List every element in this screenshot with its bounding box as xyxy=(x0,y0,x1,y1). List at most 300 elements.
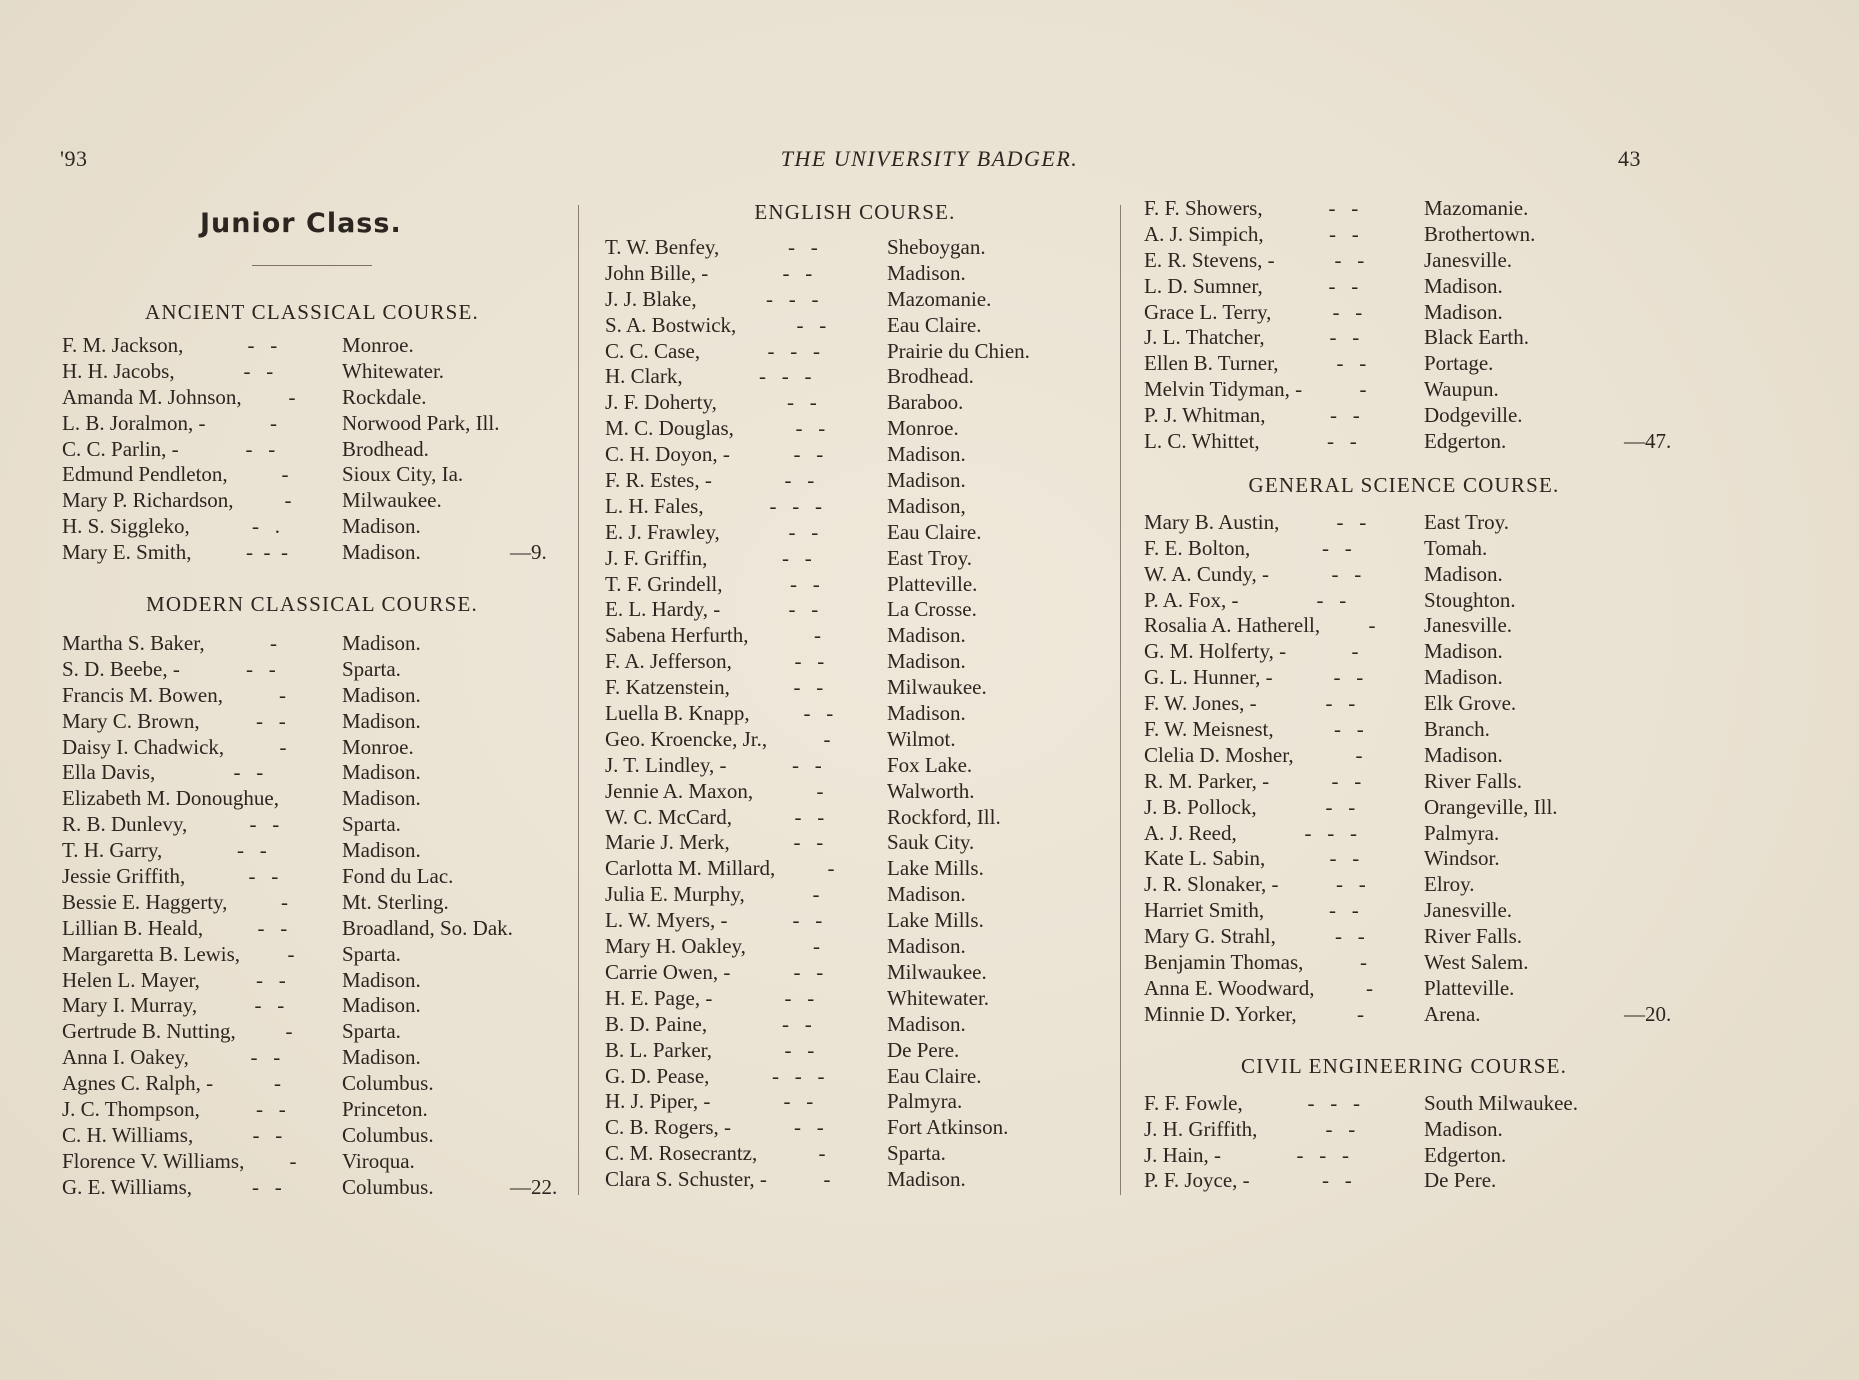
course-total: —22. xyxy=(510,1174,558,1199)
student-row xyxy=(605,546,1105,572)
student-hometown: Dodgeville. xyxy=(1424,403,1523,428)
student-row xyxy=(62,385,562,411)
leader-dashes: - xyxy=(827,856,835,881)
leader-dashes: - - xyxy=(782,545,812,570)
student-hometown: Elk Grove. xyxy=(1424,691,1517,716)
student-row xyxy=(62,916,562,942)
student-hometown: Sheboygan. xyxy=(887,235,986,259)
student-row xyxy=(1144,795,1664,821)
student-hometown: Madison. xyxy=(342,514,421,539)
student-row xyxy=(605,1167,1105,1193)
student-row xyxy=(62,890,562,916)
student-hometown: Madison. xyxy=(1424,639,1503,664)
student-row xyxy=(1144,1117,1664,1143)
student-name: Mary I. Murray, xyxy=(62,993,198,1018)
general-science-heading: GENERAL SCIENCE COURSE. xyxy=(1248,472,1560,497)
student-row xyxy=(605,805,1105,831)
student-hometown: Lake Mills. xyxy=(887,908,984,933)
student-hometown: Tomah. xyxy=(1424,535,1488,560)
student-row xyxy=(605,572,1105,598)
leader-dashes: - xyxy=(281,889,288,914)
student-row xyxy=(605,649,1105,675)
leader-dashes: - - xyxy=(256,967,286,992)
student-name: S. D. Beebe, - xyxy=(62,656,180,681)
student-name: P. F. Joyce, - xyxy=(1144,1168,1250,1193)
student-row xyxy=(1144,325,1664,351)
student-name: L. B. Joralmon, - xyxy=(62,410,206,435)
student-hometown: East Troy. xyxy=(1424,509,1509,534)
leader-dashes: - xyxy=(1366,975,1373,1000)
student-row xyxy=(605,287,1105,313)
student-row xyxy=(605,908,1105,934)
student-name: John Bille, - xyxy=(605,260,709,285)
student-name: Florence V. Williams, xyxy=(62,1148,245,1173)
student-row xyxy=(605,960,1105,986)
student-name: J. F. Griffin, xyxy=(605,545,708,570)
leader-dashes: - - xyxy=(787,390,817,415)
student-name: B. D. Paine, xyxy=(605,1011,708,1036)
student-name: L. D. Sumner, xyxy=(1144,273,1263,298)
student-name: C. M. Rosecrantz, xyxy=(605,1141,758,1166)
student-hometown: Madison. xyxy=(342,838,421,863)
student-hometown: Palmyra. xyxy=(1424,820,1500,845)
student-hometown: Waupun. xyxy=(1424,377,1499,402)
student-hometown: Viroqua. xyxy=(342,1148,415,1173)
student-name: J. Hain, - xyxy=(1144,1142,1221,1167)
leader-dashes: - xyxy=(818,1141,826,1166)
student-row xyxy=(62,488,562,514)
leader-dashes: - - xyxy=(256,708,286,733)
student-hometown: Sparta. xyxy=(342,1019,401,1044)
student-hometown: Columbus. xyxy=(342,1071,434,1096)
student-name: Geo. Kroencke, Jr., xyxy=(605,726,768,751)
student-row xyxy=(62,968,562,994)
student-name: W. A. Cundy, - xyxy=(1144,561,1270,586)
student-hometown: West Salem. xyxy=(1424,950,1529,975)
leader-dashes: - - xyxy=(1328,196,1359,220)
student-hometown: River Falls. xyxy=(1424,924,1522,949)
student-hometown: Portage. xyxy=(1424,351,1494,376)
student-name: H. J. Piper, - xyxy=(605,1089,711,1114)
student-hometown: East Troy. xyxy=(887,545,972,570)
student-name: A. J. Reed, xyxy=(1144,820,1237,845)
student-hometown: Sparta. xyxy=(342,656,401,681)
student-name: H. H. Jacobs, xyxy=(62,358,175,383)
student-hometown: Edgerton. xyxy=(1424,429,1507,454)
student-hometown: Baraboo. xyxy=(887,390,964,415)
leader-dashes: - - xyxy=(795,416,826,441)
student-hometown: Sparta. xyxy=(342,941,401,966)
student-row xyxy=(605,986,1105,1012)
student-name: F. R. Estes, - xyxy=(605,468,712,493)
student-name: F. F. Fowle, xyxy=(1144,1090,1243,1115)
student-row xyxy=(1144,665,1664,691)
student-hometown: Janesville. xyxy=(1424,247,1513,272)
general-science-list xyxy=(1144,509,1672,1028)
student-row xyxy=(1144,613,1664,639)
student-hometown: Madison. xyxy=(342,786,421,811)
student-row xyxy=(605,468,1105,494)
student-hometown: Broadland, So. Dak. xyxy=(342,915,513,940)
student-hometown: Monroe. xyxy=(887,416,959,441)
student-row xyxy=(62,864,562,890)
student-row xyxy=(605,701,1105,727)
student-hometown: Brodhead. xyxy=(342,436,429,461)
student-name: H. E. Page, - xyxy=(605,985,713,1010)
leader-dashes: - - - xyxy=(246,540,288,565)
leader-dashes: - xyxy=(1355,742,1363,767)
english-course-list-continued xyxy=(1144,196,1672,455)
column-divider-right xyxy=(1120,205,1121,1195)
student-name: F. W. Jones, - xyxy=(1144,691,1257,716)
student-name: Daisy I. Chadwick, xyxy=(62,734,225,759)
student-hometown: Madison. xyxy=(342,1045,421,1070)
student-row xyxy=(1144,769,1664,795)
student-name: Clara S. Schuster, - xyxy=(605,1167,767,1192)
student-hometown: Mt. Sterling. xyxy=(342,889,449,914)
leader-dashes: - xyxy=(1351,639,1359,664)
leader-dashes: - - xyxy=(250,1045,281,1070)
leader-dashes: - - xyxy=(246,656,276,681)
student-row xyxy=(62,437,562,463)
student-row xyxy=(1144,1091,1664,1117)
student-name: M. C. Douglas, xyxy=(605,416,734,441)
leader-dashes: - - xyxy=(794,1115,824,1140)
student-hometown: Madison. xyxy=(1424,299,1503,324)
student-row xyxy=(62,942,562,968)
student-name: J. H. Griffith, xyxy=(1144,1116,1258,1141)
student-hometown: Lake Mills. xyxy=(887,856,984,881)
student-name: H. S. Siggleko, xyxy=(62,514,190,539)
student-name: C. H. Williams, xyxy=(62,1122,194,1147)
student-name: Jennie A. Maxon, xyxy=(605,778,754,803)
student-row xyxy=(605,390,1105,416)
student-row xyxy=(62,735,562,761)
student-hometown: Madison. xyxy=(887,1011,966,1036)
student-name: Margaretta B. Lewis, xyxy=(62,941,241,966)
student-hometown: Madison. xyxy=(887,623,966,648)
student-row xyxy=(62,709,562,735)
student-hometown: River Falls. xyxy=(1424,768,1522,793)
student-hometown: Madison. xyxy=(887,934,966,959)
leader-dashes: - - xyxy=(233,760,264,785)
student-name: Anna E. Woodward, xyxy=(1144,975,1315,1000)
student-name: Helen L. Mayer, xyxy=(62,967,200,992)
student-name: A. J. Simpich, xyxy=(1144,221,1264,246)
student-name: Marie J. Merk, xyxy=(605,830,730,855)
student-name: Lillian B. Heald, xyxy=(62,915,204,940)
student-name: Mary B. Austin, xyxy=(1144,509,1280,534)
student-hometown: Eau Claire. xyxy=(887,312,982,337)
leader-dashes: - xyxy=(823,726,831,751)
leader-dashes: - - xyxy=(1327,429,1357,454)
student-row xyxy=(1144,222,1664,248)
student-hometown: Rockdale. xyxy=(342,384,427,409)
leader-dashes: - - xyxy=(794,649,825,674)
student-row xyxy=(1144,950,1664,976)
leader-dashes: - - xyxy=(793,442,824,467)
student-name: Mary P. Richardson, xyxy=(62,488,234,513)
student-hometown: Whitewater. xyxy=(342,358,445,383)
student-name: Sabena Herfurth, xyxy=(605,623,749,648)
student-name: J. R. Slonaker, - xyxy=(1144,872,1279,897)
leader-dashes: - xyxy=(1368,613,1376,638)
student-row xyxy=(605,830,1105,856)
student-name: J. B. Pollock, xyxy=(1144,794,1257,819)
student-name: F. F. Showers, xyxy=(1144,196,1263,220)
student-hometown: Brothertown. xyxy=(1424,221,1536,246)
student-hometown: Madison. xyxy=(887,468,966,493)
leader-dashes: - - xyxy=(792,908,823,933)
student-row xyxy=(605,313,1105,339)
leader-dashes: - xyxy=(270,410,277,435)
leader-dashes: - - xyxy=(1316,587,1347,612)
student-hometown: Mazomanie. xyxy=(1424,196,1529,220)
student-row xyxy=(1144,821,1664,847)
column-1 xyxy=(62,196,562,1201)
student-row xyxy=(1144,562,1664,588)
student-name: Gertrude B. Nutting, xyxy=(62,1019,236,1044)
student-hometown: Milwaukee. xyxy=(342,488,442,513)
leader-dashes: - xyxy=(279,682,286,707)
leader-dashes: - xyxy=(270,631,277,656)
leader-dashes: - - xyxy=(1334,247,1365,272)
leader-dashes: - xyxy=(288,384,296,409)
student-hometown: Elroy. xyxy=(1424,872,1475,897)
page-title: Junior Class. xyxy=(200,208,402,239)
student-row xyxy=(1144,639,1664,665)
student-row xyxy=(605,1038,1105,1064)
leader-dashes: - - xyxy=(796,312,827,337)
student-row xyxy=(605,753,1105,779)
student-row xyxy=(605,779,1105,805)
leader-dashes: - xyxy=(287,941,295,966)
student-hometown: De Pere. xyxy=(1424,1168,1497,1193)
student-row xyxy=(605,934,1105,960)
student-row xyxy=(62,1045,562,1071)
student-name: Ella Davis, xyxy=(62,760,156,785)
leader-dashes: - - - xyxy=(1296,1142,1349,1167)
leader-dashes: - - xyxy=(243,358,274,383)
leader-dashes: - xyxy=(274,1071,281,1096)
student-row xyxy=(62,1123,562,1149)
leader-dashes: - - xyxy=(1322,535,1352,560)
student-name: Benjamin Thomas, xyxy=(1144,950,1304,975)
leader-dashes: - - xyxy=(803,701,834,726)
leader-dashes: - - xyxy=(1325,691,1356,716)
student-name: Mary E. Smith, xyxy=(62,540,192,565)
student-row xyxy=(1144,976,1664,1002)
student-hometown: Madison. xyxy=(887,260,966,285)
student-name: G. L. Hunner, - xyxy=(1144,665,1273,690)
leader-dashes: - - xyxy=(793,830,824,855)
student-hometown: Whitewater. xyxy=(887,985,990,1010)
leader-dashes: - - xyxy=(1325,1116,1356,1141)
student-row xyxy=(605,261,1105,287)
student-row xyxy=(62,657,562,683)
student-row xyxy=(605,235,1105,261)
student-name: G. E. Williams, xyxy=(62,1174,193,1199)
student-hometown: Madison. xyxy=(342,993,421,1018)
student-hometown: Norwood Park, Ill. xyxy=(342,410,500,435)
student-name: Mary H. Oakley, xyxy=(605,934,746,959)
student-hometown: Sioux City, Ia. xyxy=(342,462,464,487)
student-name: R. B. Dunlevy, xyxy=(62,812,188,837)
student-row xyxy=(62,359,562,385)
leader-dashes: - - - xyxy=(759,364,812,389)
leader-dashes: - - xyxy=(790,571,820,596)
student-name: Ellen B. Turner, xyxy=(1144,351,1279,376)
student-hometown: Madison. xyxy=(342,631,421,656)
student-name: Julia E. Murphy, xyxy=(605,882,745,907)
student-hometown: Madison. xyxy=(342,708,421,733)
english-course-list xyxy=(605,235,1105,1193)
student-name: Elizabeth M. Donoughue, xyxy=(62,786,279,811)
student-hometown: De Pere. xyxy=(887,1037,960,1062)
leader-dashes: - - xyxy=(788,597,819,622)
student-name: Rosalia A. Hatherell, xyxy=(1144,613,1321,638)
student-row xyxy=(62,411,562,437)
student-row xyxy=(62,838,562,864)
leader-dashes: - - xyxy=(782,260,813,285)
student-row xyxy=(62,1071,562,1097)
student-row xyxy=(62,760,562,786)
student-row xyxy=(62,683,562,709)
student-hometown: Columbus. xyxy=(342,1122,434,1147)
leader-dashes: - - xyxy=(247,333,278,357)
leader-dashes: - - xyxy=(794,804,825,829)
leader-dashes: - xyxy=(813,934,820,959)
student-hometown: Madison. xyxy=(1424,561,1503,586)
ancient-course-heading: ANCIENT CLASSICAL COURSE. xyxy=(145,300,479,324)
student-name: J. L. Thatcher, xyxy=(1144,325,1265,350)
student-row xyxy=(605,882,1105,908)
leader-dashes: - - xyxy=(249,812,280,837)
student-hometown: Janesville. xyxy=(1424,613,1513,638)
civil-engineering-list xyxy=(1144,1091,1664,1195)
student-hometown: Edgerton. xyxy=(1424,1142,1507,1167)
student-row xyxy=(1144,403,1664,429)
student-name: F. W. Meisnest, xyxy=(1144,717,1274,742)
student-row xyxy=(1144,536,1664,562)
student-name: J. T. Lindley, - xyxy=(605,752,727,777)
leader-dashes: - - xyxy=(1334,717,1364,742)
student-hometown: Sauk City. xyxy=(887,830,975,855)
leader-dashes: - - xyxy=(1325,794,1356,819)
leader-dashes: - xyxy=(281,462,289,487)
student-name: Minnie D. Yorker, xyxy=(1144,1001,1297,1026)
student-row xyxy=(1144,872,1664,898)
leader-dashes: - xyxy=(1357,1001,1364,1026)
student-name: T. H. Garry, xyxy=(62,838,163,863)
student-row xyxy=(1144,717,1664,743)
student-name: L. H. Fales, xyxy=(605,493,704,518)
leader-dashes: - - - xyxy=(766,286,819,311)
student-row xyxy=(605,364,1105,390)
student-row xyxy=(605,1141,1105,1167)
student-row xyxy=(605,494,1105,520)
student-hometown: Monroe. xyxy=(342,333,414,357)
student-hometown: Madison. xyxy=(887,649,966,674)
student-row xyxy=(1144,300,1664,326)
student-hometown: Wilmot. xyxy=(887,726,956,751)
student-row xyxy=(1144,743,1664,769)
student-hometown: Madison. xyxy=(1424,742,1503,767)
student-name: H. Clark, xyxy=(605,364,683,389)
student-hometown: Madison. xyxy=(887,882,966,907)
student-name: J. F. Doherty, xyxy=(605,390,717,415)
student-row xyxy=(1144,429,1672,455)
leader-dashes: - - xyxy=(1331,768,1362,793)
leader-dashes: - - xyxy=(784,1037,815,1062)
ancient-course-list xyxy=(62,333,562,566)
leader-dashes: - xyxy=(279,734,287,759)
student-hometown: Sparta. xyxy=(342,812,401,837)
student-hometown: Arena. xyxy=(1424,1001,1481,1026)
leader-dashes: - - xyxy=(1333,665,1364,690)
leader-dashes: - - xyxy=(783,1089,814,1114)
leader-dashes: - . xyxy=(252,514,280,539)
student-name: Grace L. Terry, xyxy=(1144,299,1272,324)
student-hometown: La Crosse. xyxy=(887,597,977,622)
student-hometown: Madison. xyxy=(1424,665,1503,690)
student-row xyxy=(62,1175,562,1201)
student-row xyxy=(605,339,1105,365)
leader-dashes: - - xyxy=(793,675,824,700)
leader-dashes: - - xyxy=(1332,299,1363,324)
student-hometown: Sparta. xyxy=(887,1141,946,1166)
leader-dashes: - - xyxy=(1336,509,1367,534)
student-row xyxy=(62,540,562,566)
leader-dashes: - - xyxy=(1336,872,1366,897)
course-total: —20. xyxy=(1624,1001,1672,1026)
student-row xyxy=(1144,924,1664,950)
student-hometown: South Milwaukee. xyxy=(1424,1090,1578,1115)
student-name: F. Katzenstein, xyxy=(605,675,730,700)
student-hometown: Monroe. xyxy=(342,734,414,759)
leader-dashes: - - xyxy=(252,1174,282,1199)
header-page-number: 43 xyxy=(1618,146,1641,171)
column-divider-left xyxy=(578,205,579,1195)
student-name: F. M. Jackson, xyxy=(62,333,184,357)
student-hometown: Palmyra. xyxy=(887,1089,963,1114)
column-2 xyxy=(605,196,1105,1193)
leader-dashes: - - xyxy=(245,436,276,461)
leader-dashes: - - xyxy=(793,959,824,984)
student-hometown: Walworth. xyxy=(887,778,975,803)
student-row xyxy=(62,812,562,838)
student-name: F. A. Jefferson, xyxy=(605,649,732,674)
student-row xyxy=(605,856,1105,882)
leader-dashes: - - xyxy=(1329,846,1360,871)
leader-dashes: - - - xyxy=(767,338,820,363)
student-hometown: Madison. xyxy=(342,540,421,565)
leader-dashes: - - xyxy=(792,752,822,777)
leader-dashes: - - xyxy=(1322,1168,1352,1193)
student-row xyxy=(1144,510,1664,536)
leader-dashes: - - xyxy=(1331,561,1362,586)
student-hometown: Eau Claire. xyxy=(887,519,982,544)
student-row xyxy=(605,1115,1105,1141)
leader-dashes: - - xyxy=(252,1122,283,1147)
student-row xyxy=(62,1019,562,1045)
student-row xyxy=(62,786,562,812)
student-name: C. H. Doyon, - xyxy=(605,442,730,467)
student-row xyxy=(62,462,562,488)
student-row xyxy=(1144,898,1664,924)
leader-dashes: - - - xyxy=(772,1063,825,1088)
student-name: J. J. Blake, xyxy=(605,286,697,311)
